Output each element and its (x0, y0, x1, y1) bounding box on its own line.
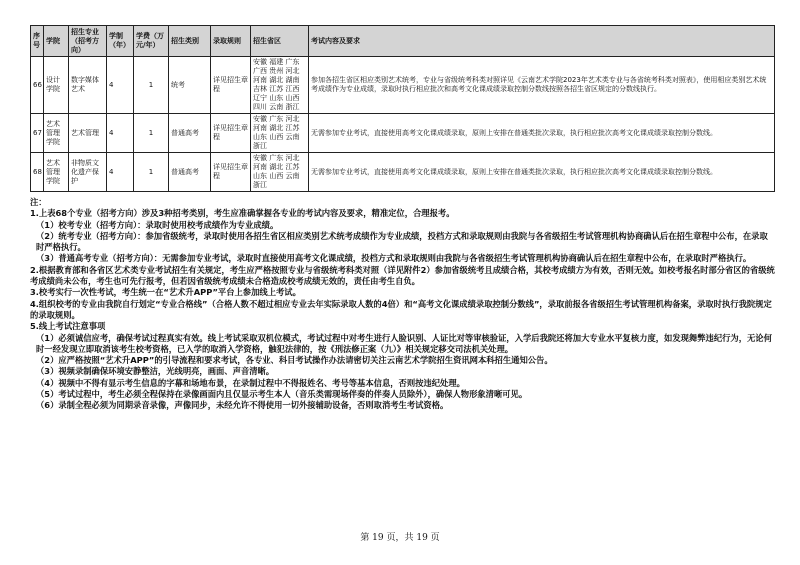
cell-duration: 4 (107, 153, 134, 192)
page-number: 第 19 页，共 19 页 (360, 533, 440, 543)
header-rule: 录取规则 (211, 26, 251, 57)
note-subitem: （4）视频中不得有显示考生信息的字幕和场地布景，在录制过程中不得报姓名、考号等基本信息，否则按违纪处理。 (36, 377, 465, 388)
cell-category: 统考 (169, 57, 211, 114)
cell-index: 66 (31, 57, 44, 114)
table-row (31, 114, 775, 153)
cell-rule: 详见招生章程 (211, 114, 251, 153)
note-item: 4.组织校考的专业由我院自行划定“专业合格线”（合格人数不超过相应专业去年实际录取人数的4倍）和“高考文化课成绩录取控制分数线”，录取前报各省级招生考试管理机构备案，录取时执行我院规定的录取规则。 (30, 298, 772, 320)
cell-rule: 详见招生章程 (211, 57, 251, 114)
cell-duration: 4 (107, 57, 134, 114)
header-tuition: 学费（万元/年） (134, 26, 169, 57)
note-item: 1.上表68个专业（招考方向）涉及3种招考类别，考生应准确掌握各专业的考试内容及要求，精准定位，合理报考。 (30, 208, 455, 219)
note-item: 2.根据教育部和各省区艺术类专业考试招生有关规定，考生应严格按照专业与省级统考科类对照（详见附件2）参加省级统考且成绩合格，其校考成绩方为有效，否则无效。如校考报名时部分省区的省级统考成绩尚未公布，考生也可先行报考，但若因省级统考成绩未合格造成校考成绩无效的，责任由考生自负。 (30, 264, 775, 287)
table-row (31, 57, 775, 114)
cell-tuition: 1 (134, 153, 169, 192)
admissions-table (30, 25, 775, 192)
cell-tuition: 1 (134, 57, 169, 114)
cell-college: 设计学院 (44, 57, 69, 114)
cell-rule: 详见招生章程 (211, 153, 251, 192)
header-college: 学院 (44, 26, 69, 57)
header-requirements: 考试内容及要求 (309, 26, 775, 57)
note-subitem: （1）校考专业（招考方向）：录取时使用校考成绩作为专业成绩。 (36, 219, 279, 230)
note-subitem: （1）必须诚信应考，确保考试过程真实有效。线上考试采取双机位模式，考试过程中对考生进行人脸识别、人证比对等审核验证，入学后我院还将加大专业水平复核力度，如发现舞弊违纪行为，无论何时一经发现立即取消该考生校考资格，已入学的取消入学资格，触犯法律的，按《刑法修正案（九）》相关规定移交司法机关处理。 (36, 332, 772, 354)
note-subitem: （3）视频录制确保环境安静整洁，光线明亮，画面、声音清晰。 (36, 366, 275, 377)
note-subitem: （2）统考专业（招考方向）：参加省级统考，录取时使用各招生省区相应类别艺术统考成绩作为专业成绩，投档方式和录取规则由我院与各省级招生考试管理机构协商确认后在招生章程中公布，在录取时严格执行。 (36, 230, 768, 253)
cell-major: 数字媒体艺术 (69, 57, 107, 114)
table-header-row (31, 26, 775, 57)
cell-requirements: 参加各招生省区相应类别艺术统考，专业与省级统考科类对照详见《云南艺术学院2023年艺术类专业与各省统考科类对照表》，使用相应类别艺术统考成绩作为专业成绩，录取时执行相应批次和高考文化课成绩录取控制分数线按照各招生省区规定的分数线执行。 (309, 57, 775, 114)
note-item: 3.校考实行一次性考试，考生统一在“艺术升APP”平台上参加线上考试。 (30, 287, 301, 298)
notes-heading: 注： (30, 197, 47, 207)
note-item: 5.线上考试注意事项 (30, 321, 106, 332)
header-duration: 学制（年） (107, 26, 134, 57)
notes-section (30, 197, 775, 412)
note-subitem: （5）考试过程中，考生必须全程保持在录像画面内且仅显示考生本人（音乐类需现场伴奏的伴奏人员除外），确保人物形象清晰可见。 (36, 389, 528, 400)
cell-duration: 4 (107, 114, 134, 153)
header-major: 招生专业（招考方向） (69, 26, 107, 57)
cell-requirements: 无需参加专业考试，直接使用高考文化课成绩录取，原则上安排在普通类批次录取，执行相应批次高考文化课成绩录取控制分数线。 (309, 153, 775, 192)
cell-major: 艺术管理 (69, 114, 107, 153)
cell-index: 68 (31, 153, 44, 192)
header-provinces: 招生省区 (251, 26, 309, 57)
cell-provinces: 安徽 广东 河北 河南 湖北 江苏 山东 山西 云南 浙江 (251, 153, 309, 192)
cell-college: 艺术管理学院 (44, 114, 69, 153)
cell-provinces: 安徽 广东 河北 河南 湖北 江苏 山东 山西 云南 浙江 (251, 114, 309, 153)
cell-category: 普通高考 (169, 114, 211, 153)
cell-college: 艺术管理学院 (44, 153, 69, 192)
cell-provinces: 安徽 福建 广东 广西 贵州 河北 河南 湖北 湖南 吉林 江苏 江西 辽宁 山东 山西 四川 云南 浙江 (251, 57, 309, 114)
cell-index: 67 (31, 114, 44, 153)
header-index: 序号 (31, 26, 44, 57)
table-row (31, 153, 775, 192)
cell-tuition: 1 (134, 114, 169, 153)
note-subitem: （3）普通高考专业（招考方向）：无需参加专业考试，录取时直接使用高考文化课成绩，投档方式和录取规则由我院与各省级招生考试管理机构协商确认后在招生章程中公布，在录取时严格执行。 (36, 253, 752, 264)
note-subitem: （6）录制全程必须为同期录音录像，声像同步，未经允许不得使用一切外接辅助设备，否则取消考生考试资格。 (36, 400, 449, 411)
cell-category: 普通高考 (169, 153, 211, 192)
cell-requirements: 无需参加专业考试，直接使用高考文化课成绩录取，原则上安排在普通类批次录取，执行相应批次高考文化课成绩录取控制分数线。 (309, 114, 775, 153)
header-category: 招生类别 (169, 26, 211, 57)
note-subitem: （2）应严格按照“艺术升APP”的引导流程和要求考试，各专业、科目考试操作办法请密切关注云南艺术学院招生资讯网本科招生通知公告。 (36, 355, 553, 366)
cell-major: 非物质文化遗产保护 (69, 153, 107, 192)
